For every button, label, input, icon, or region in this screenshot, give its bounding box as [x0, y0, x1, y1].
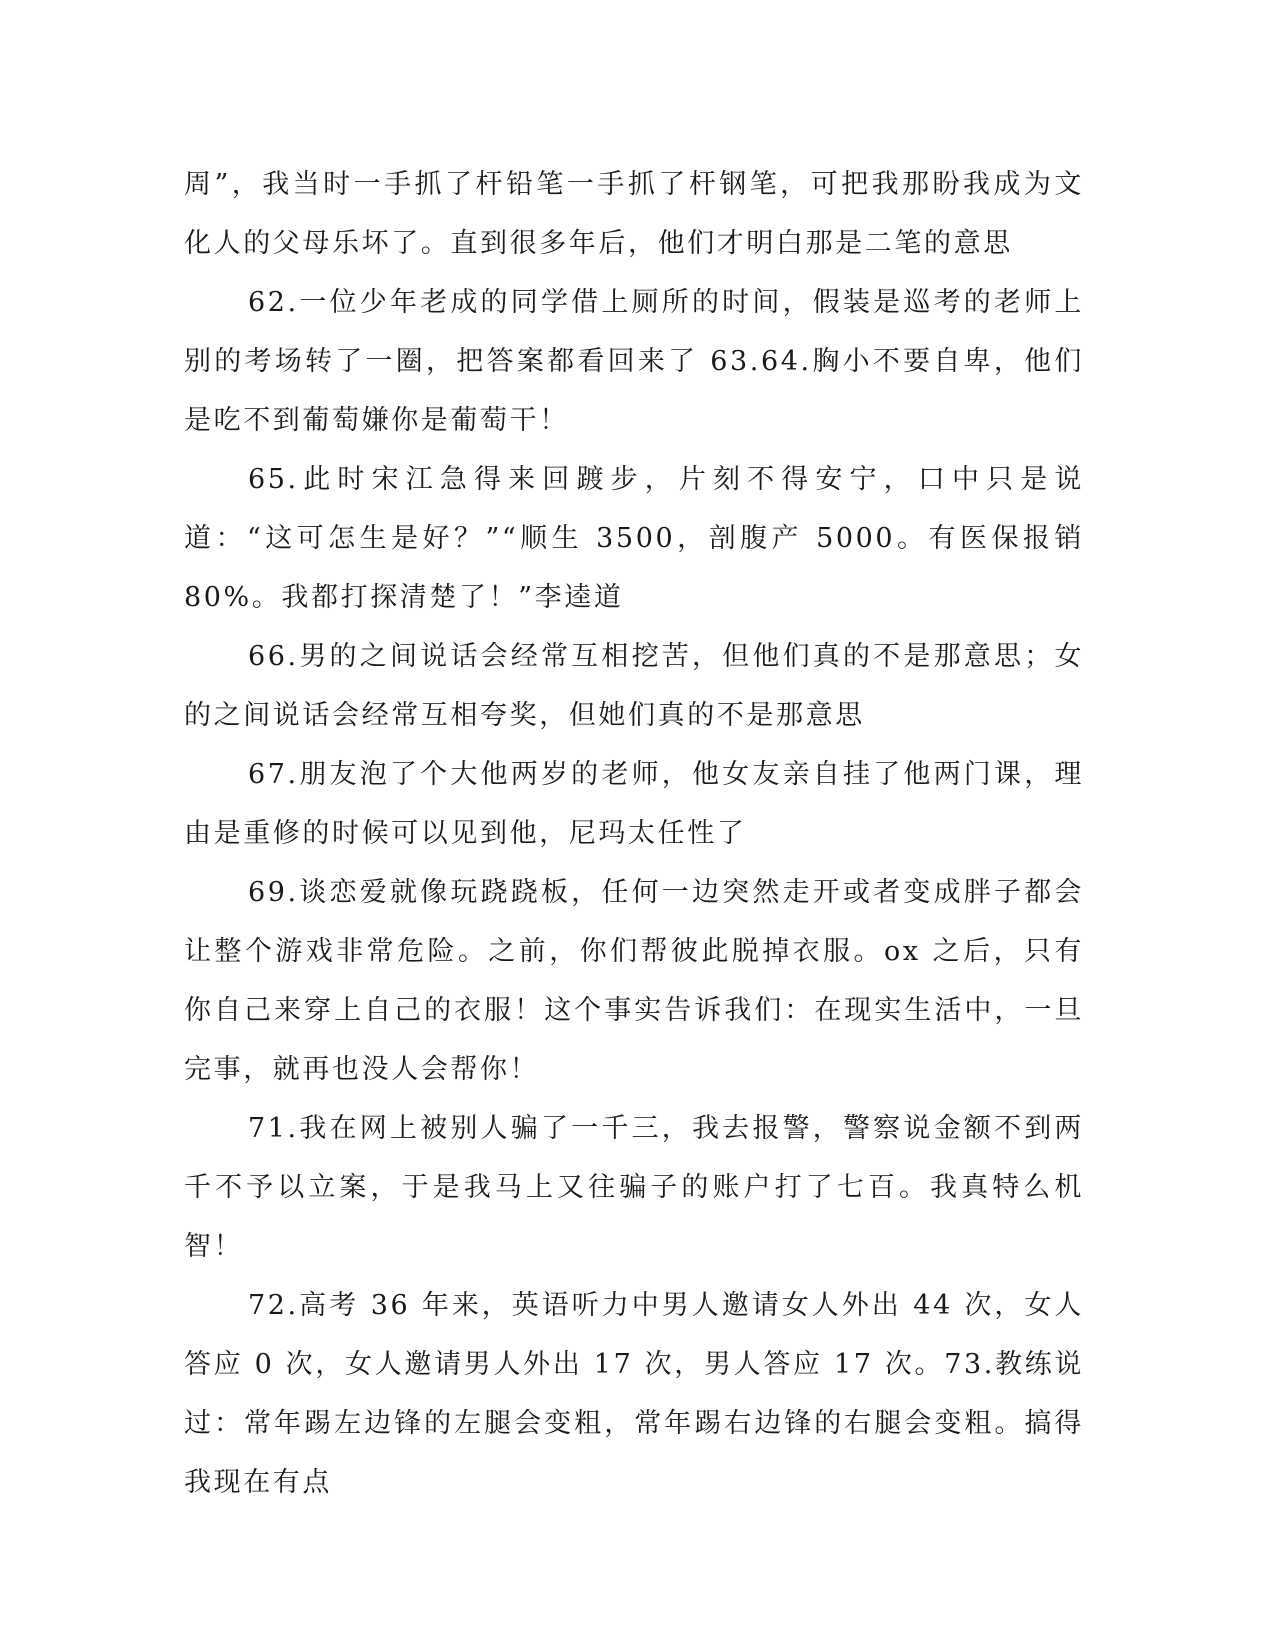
paragraph-69: 69.谈恋爱就像玩跷跷板，任何一边突然走开或者变成胖子都会让整个游戏非常危险。之前，你们帮彼此脱掉衣服。ox 之后，只有你自己来穿上自己的衣服！这个事实告诉我们：在现实生活中，一旦完事，就再也没人会帮你！	[184, 877, 1084, 1085]
paragraph-66: 66.男的之间说话会经常互相挖苦，但他们真的不是那意思；女的之间说话会经常互相夸奖，但她们真的不是那意思	[184, 641, 1084, 731]
paragraph-continuation: 周”，我当时一手抓了杆铅笔一手抓了杆钢笔，可把我那盼我成为文化人的父母乐坏了。直到很多年后，他们才明白那是二笔的意思	[184, 169, 1084, 259]
paragraph-62: 62.一位少年老成的同学借上厕所的时间，假装是巡考的老师上别的考场转了一圈，把答案都看回来了 63.64.胸小不要自卑，他们是吃不到葡萄嫌你是葡萄干！	[184, 287, 1084, 436]
document-body	[184, 155, 1084, 1512]
paragraph-65: 65.此时宋江急得来回踱步，片刻不得安宁，口中只是说道：“这可怎生是好？”“顺生 3500，剖腹产 5000。有医保报销 80%。我都打探清楚了！”李逵道	[184, 464, 1084, 613]
paragraph-72: 72.高考 36 年来，英语听力中男人邀请女人外出 44 次，女人答应 0 次，女人邀请男人外出 17 次，男人答应 17 次。73.教练说过：常年踢左边锋的左腿会变粗，常年踢右边锋的右腿会变粗。搞得我现在有点	[184, 1290, 1084, 1498]
paragraph-71: 71.我在网上被别人骗了一千三，我去报警，警察说金额不到两千不予以立案，于是我马上又往骗子的账户打了七百。我真特么机智！	[184, 1113, 1084, 1262]
paragraph-67: 67.朋友泡了个大他两岁的老师，他女友亲自挂了他两门课，理由是重修的时候可以见到他，尼玛太任性了	[184, 759, 1084, 849]
